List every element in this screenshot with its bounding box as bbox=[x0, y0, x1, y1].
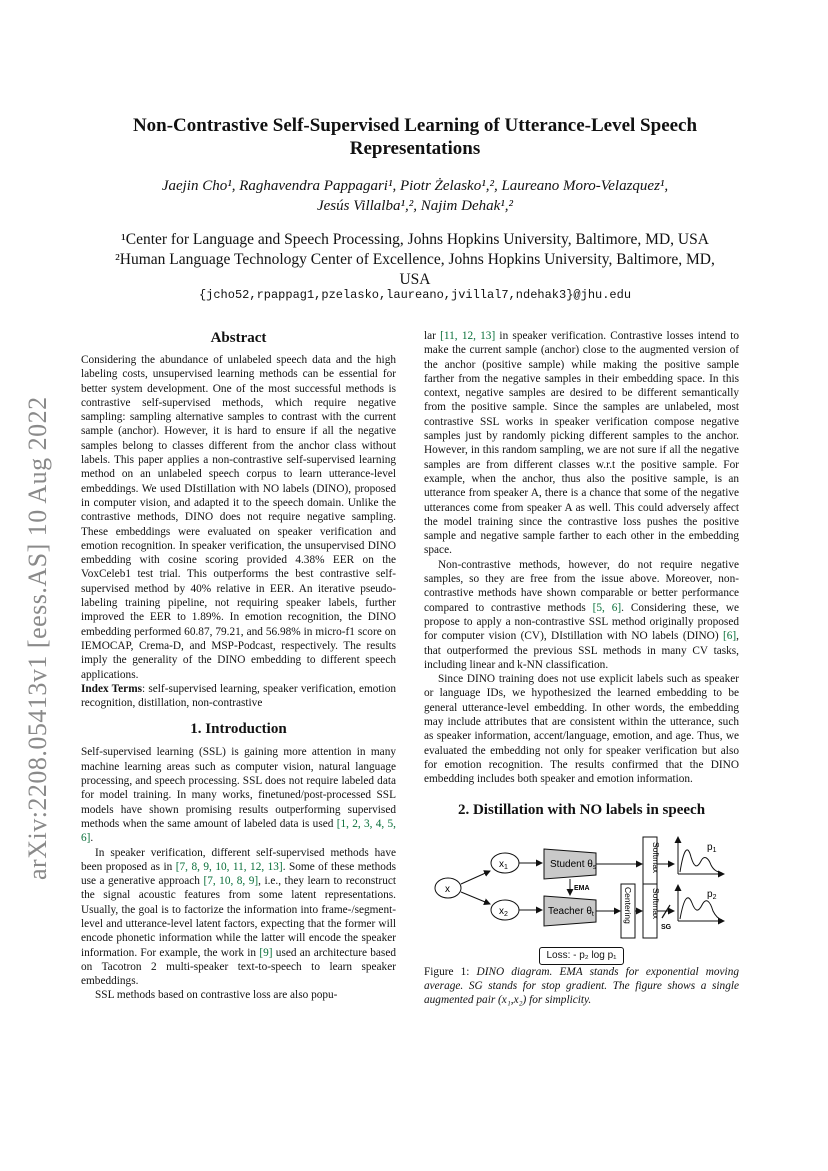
intro-p2-text-d: used an architecture based on Tacotron 2 multi-speaker text-to-speech to learn speaker embeddings. bbox=[81, 946, 396, 988]
view-x1-label: $x_1$ bbox=[499, 858, 508, 871]
right-p2-text-b: . Considering these, we propose to apply a non-contrastive SSL method originally proposed for computer vision (CV), DIstillation with NO labels (DINO) bbox=[424, 601, 739, 643]
citation-link[interactable]: [9] bbox=[259, 946, 273, 959]
p1-label: $p_1$ bbox=[707, 841, 717, 854]
intro-heading: 1. Introduction bbox=[190, 721, 287, 738]
author-emails: {jcho52,rpappag1,pzelasko,laureano,jvillal7,ndehak3}@jhu.edu bbox=[198, 288, 632, 302]
right-column bbox=[424, 329, 739, 1008]
citation-link[interactable]: [11, 12, 13] bbox=[440, 330, 496, 342]
citation-link[interactable]: [7, 10, 8, 9] bbox=[203, 875, 259, 888]
intro-p2-text-a: In speaker verification, different self-supervised methods have been proposed as in bbox=[81, 846, 396, 873]
intro-paragraph-2 bbox=[81, 846, 396, 989]
intro-paragraph-3: SSL methods based on contrastive loss are also popu- bbox=[95, 989, 338, 1002]
authors-line-2: Jesús Villalba¹,², Najim Dehak¹,² bbox=[316, 198, 514, 214]
teacher-label: Teacher $\theta_t$ bbox=[548, 905, 594, 918]
intro-p1-end: . bbox=[90, 832, 94, 845]
section-2-heading: 2. Distillation with NO labels in speech bbox=[457, 801, 706, 818]
paper-title bbox=[100, 114, 730, 160]
right-p2-text-a: Non-contrastive methods, however, do not require negative samples, so they are free from the issue above. Moreover, non-contrastive methods have shown comparable or better performance compared to contrastive methods bbox=[424, 558, 739, 614]
intro-p2-text-b: . Some of these methods use a generative approach bbox=[81, 860, 396, 888]
author-list bbox=[100, 176, 730, 216]
input-x-label: x bbox=[445, 883, 450, 895]
affiliation-2: ²Human Language Technology Center of Excellence, Johns Hopkins University, Baltimore, MD, bbox=[115, 251, 715, 268]
caption-label: Figure 1: bbox=[424, 965, 477, 978]
citation-link[interactable]: [6] bbox=[722, 630, 737, 643]
p2-distribution-curve bbox=[680, 897, 722, 919]
view-x2-label: $x_2$ bbox=[499, 905, 508, 918]
right-p1-text-b: in speaker verification. Contrastive losses intend to make the current sample (anchor) close to the augmented version of the anchor (positive sample) while making the positive sample farther from the negative samples in their embedding space. In this context, negative samples are desired to be different semantically from the positive sample. Since the samples are unlabeled, most contrastive SSL works in speaker verification compose negative samples just by randomly picking different samples to the anchor. However, in this random sampling, we are not sure if all the negative samples are from different classes w.r.t the positive sample. For example, when the anchor, thus also the positive sample, is an utterance from speaker A, there is a chance that some of the negative utterances come from speaker A as well. This could adversely affect the model training since the contrastive loss pushes the positive sample and negative sample farther to each other in the embedding space. bbox=[424, 330, 739, 557]
student-label: Student $\theta_s$ bbox=[550, 858, 597, 871]
right-p2-text-c: , that outperformed the previous SSL methods in many CV tasks, including linear and k-NN classification. bbox=[424, 630, 739, 671]
intro-p2-text-c: , i.e., they learn to reconstruct the signal acoustic features from some latent representations. Usually, the goal is to factorize the information into frame-/segment-level and utterance-level latent factors, expecting that the former will encode phonetic information while the latter will encode the speaker information. For example, the work in bbox=[81, 875, 396, 959]
left-column bbox=[81, 329, 396, 1003]
abstract-text: Considering the abundance of unlabeled speech data and the high labeling costs, unsupervised learning methods can be essential for better system development. One of the most successful methods is contrastive self-supervised methods, which require negative sampling: sampling alternative samples to contrast with the current sample (anchor). However, it is hard to ensure if all the negative samples belong to classes different from the anchor class without labels. This paper applies a non-contrastive self-supervised learning method on an unlabeled speech corpus to learn utterance-level embeddings. We used DIstillation with NO labels (DINO), proposed in computer vision, and adapted it to the speech domain. Unlike the contrastive methods, DINO does not require negative sampling. These embeddings were evaluated on speaker verification and emotion recognition. In speaker verification, the unsupervised DINO embedding with cosine scoring provided 4.38% EER on the VoxCeleb1 test trial. This outperforms the best contrastive self-supervised method by 40% relative in EER. An iterative pseudo-labeling training pipeline, not requiring speaker labels, further improved the EER to 1.89%. In emotion recognition, the DINO embedding performed 60.87, 79.21, and 56.98% in micro-f1 score on IEMOCAP, Crema-D, and MSP-Podcast, respectively. The results imply the generality of the DINO embedding to different speech applications. bbox=[81, 354, 396, 681]
right-paragraph-1 bbox=[424, 329, 739, 558]
figure-caption bbox=[424, 965, 739, 1008]
index-terms-label: Index Terms bbox=[81, 682, 142, 695]
citation-link[interactable]: [1, 2, 3, 4, 5, 6] bbox=[81, 817, 396, 845]
authors-line-1: Jaejin Cho¹, Raghavendra Pappagari¹, Piotr Żelasko¹,², Laureano Moro-Velazquez¹, bbox=[161, 178, 669, 194]
affiliation-1: ¹Center for Language and Speech Processing, Johns Hopkins University, Baltimore, MD, USA bbox=[121, 231, 709, 248]
right-paragraph-2 bbox=[424, 558, 739, 672]
affiliations bbox=[80, 230, 750, 290]
right-paragraph-3: Since DINO training does not use explicit labels such as speaker or language IDs, we hypothesized the learned embedding to be general utterance-level embedding. In other words, the embedding may include attributes that are consistent within the utterance, such as speaker information, accent/language, emotion, and age. Thus, we evaluated the embedding not only for speaker verification but also for emotion recognition. The results confirmed that the DINO embedding includes both speaker and emotion information. bbox=[424, 673, 739, 786]
affiliation-2-cont: USA bbox=[399, 271, 431, 288]
caption-text: DINO diagram. EMA stands for exponential moving average. SG stands for stop gradient. The figure shows a single augmented pair (x₁,x₂) for simplicity. bbox=[424, 965, 739, 1007]
loss-formula-box: Loss: - p₂ log p₁ bbox=[539, 947, 623, 965]
dino-diagram bbox=[424, 827, 739, 945]
intro-p1-text: Self-supervised learning (SSL) is gaining more attention in many machine learning areas such as computer vision, natural language processing, and speech processing. SSL does not require labeled data for model training. In many works, finetuned/post-processed SSL models have shown promising results outperforming supervised methods when the same amount of labeled data is used bbox=[81, 746, 396, 830]
p2-label: $p_2$ bbox=[707, 888, 717, 901]
arxiv-identifier bbox=[6, 345, 66, 885]
centering-label: Centering bbox=[623, 886, 633, 924]
student-softmax-label: Softmax bbox=[651, 841, 661, 873]
loss-box-wrap bbox=[424, 947, 739, 965]
ema-label: EMA bbox=[574, 884, 590, 892]
citation-link[interactable]: [7, 8, 9, 10, 11, 12, 13] bbox=[175, 860, 283, 873]
sg-label: SG bbox=[661, 923, 672, 931]
citation-link[interactable]: [5, 6] bbox=[592, 601, 622, 614]
title-line-2: Representations bbox=[349, 138, 481, 159]
abstract-heading: Abstract bbox=[210, 330, 267, 346]
right-p1-text-a: lar bbox=[424, 330, 441, 342]
intro-paragraph-1 bbox=[81, 745, 396, 845]
index-terms-text: : self-supervised learning, speaker verification, emotion recognition, distillation, non-contrastive bbox=[81, 682, 396, 710]
index-terms bbox=[81, 682, 396, 711]
title-line-1: Non-Contrastive Self-Supervised Learning of Utterance-Level Speech bbox=[132, 115, 698, 136]
teacher-softmax-label: Softmax bbox=[651, 887, 661, 919]
arxiv-id-text: arXiv:2208.05413v1 [eess.AS] 10 Aug 2022 bbox=[23, 396, 52, 880]
